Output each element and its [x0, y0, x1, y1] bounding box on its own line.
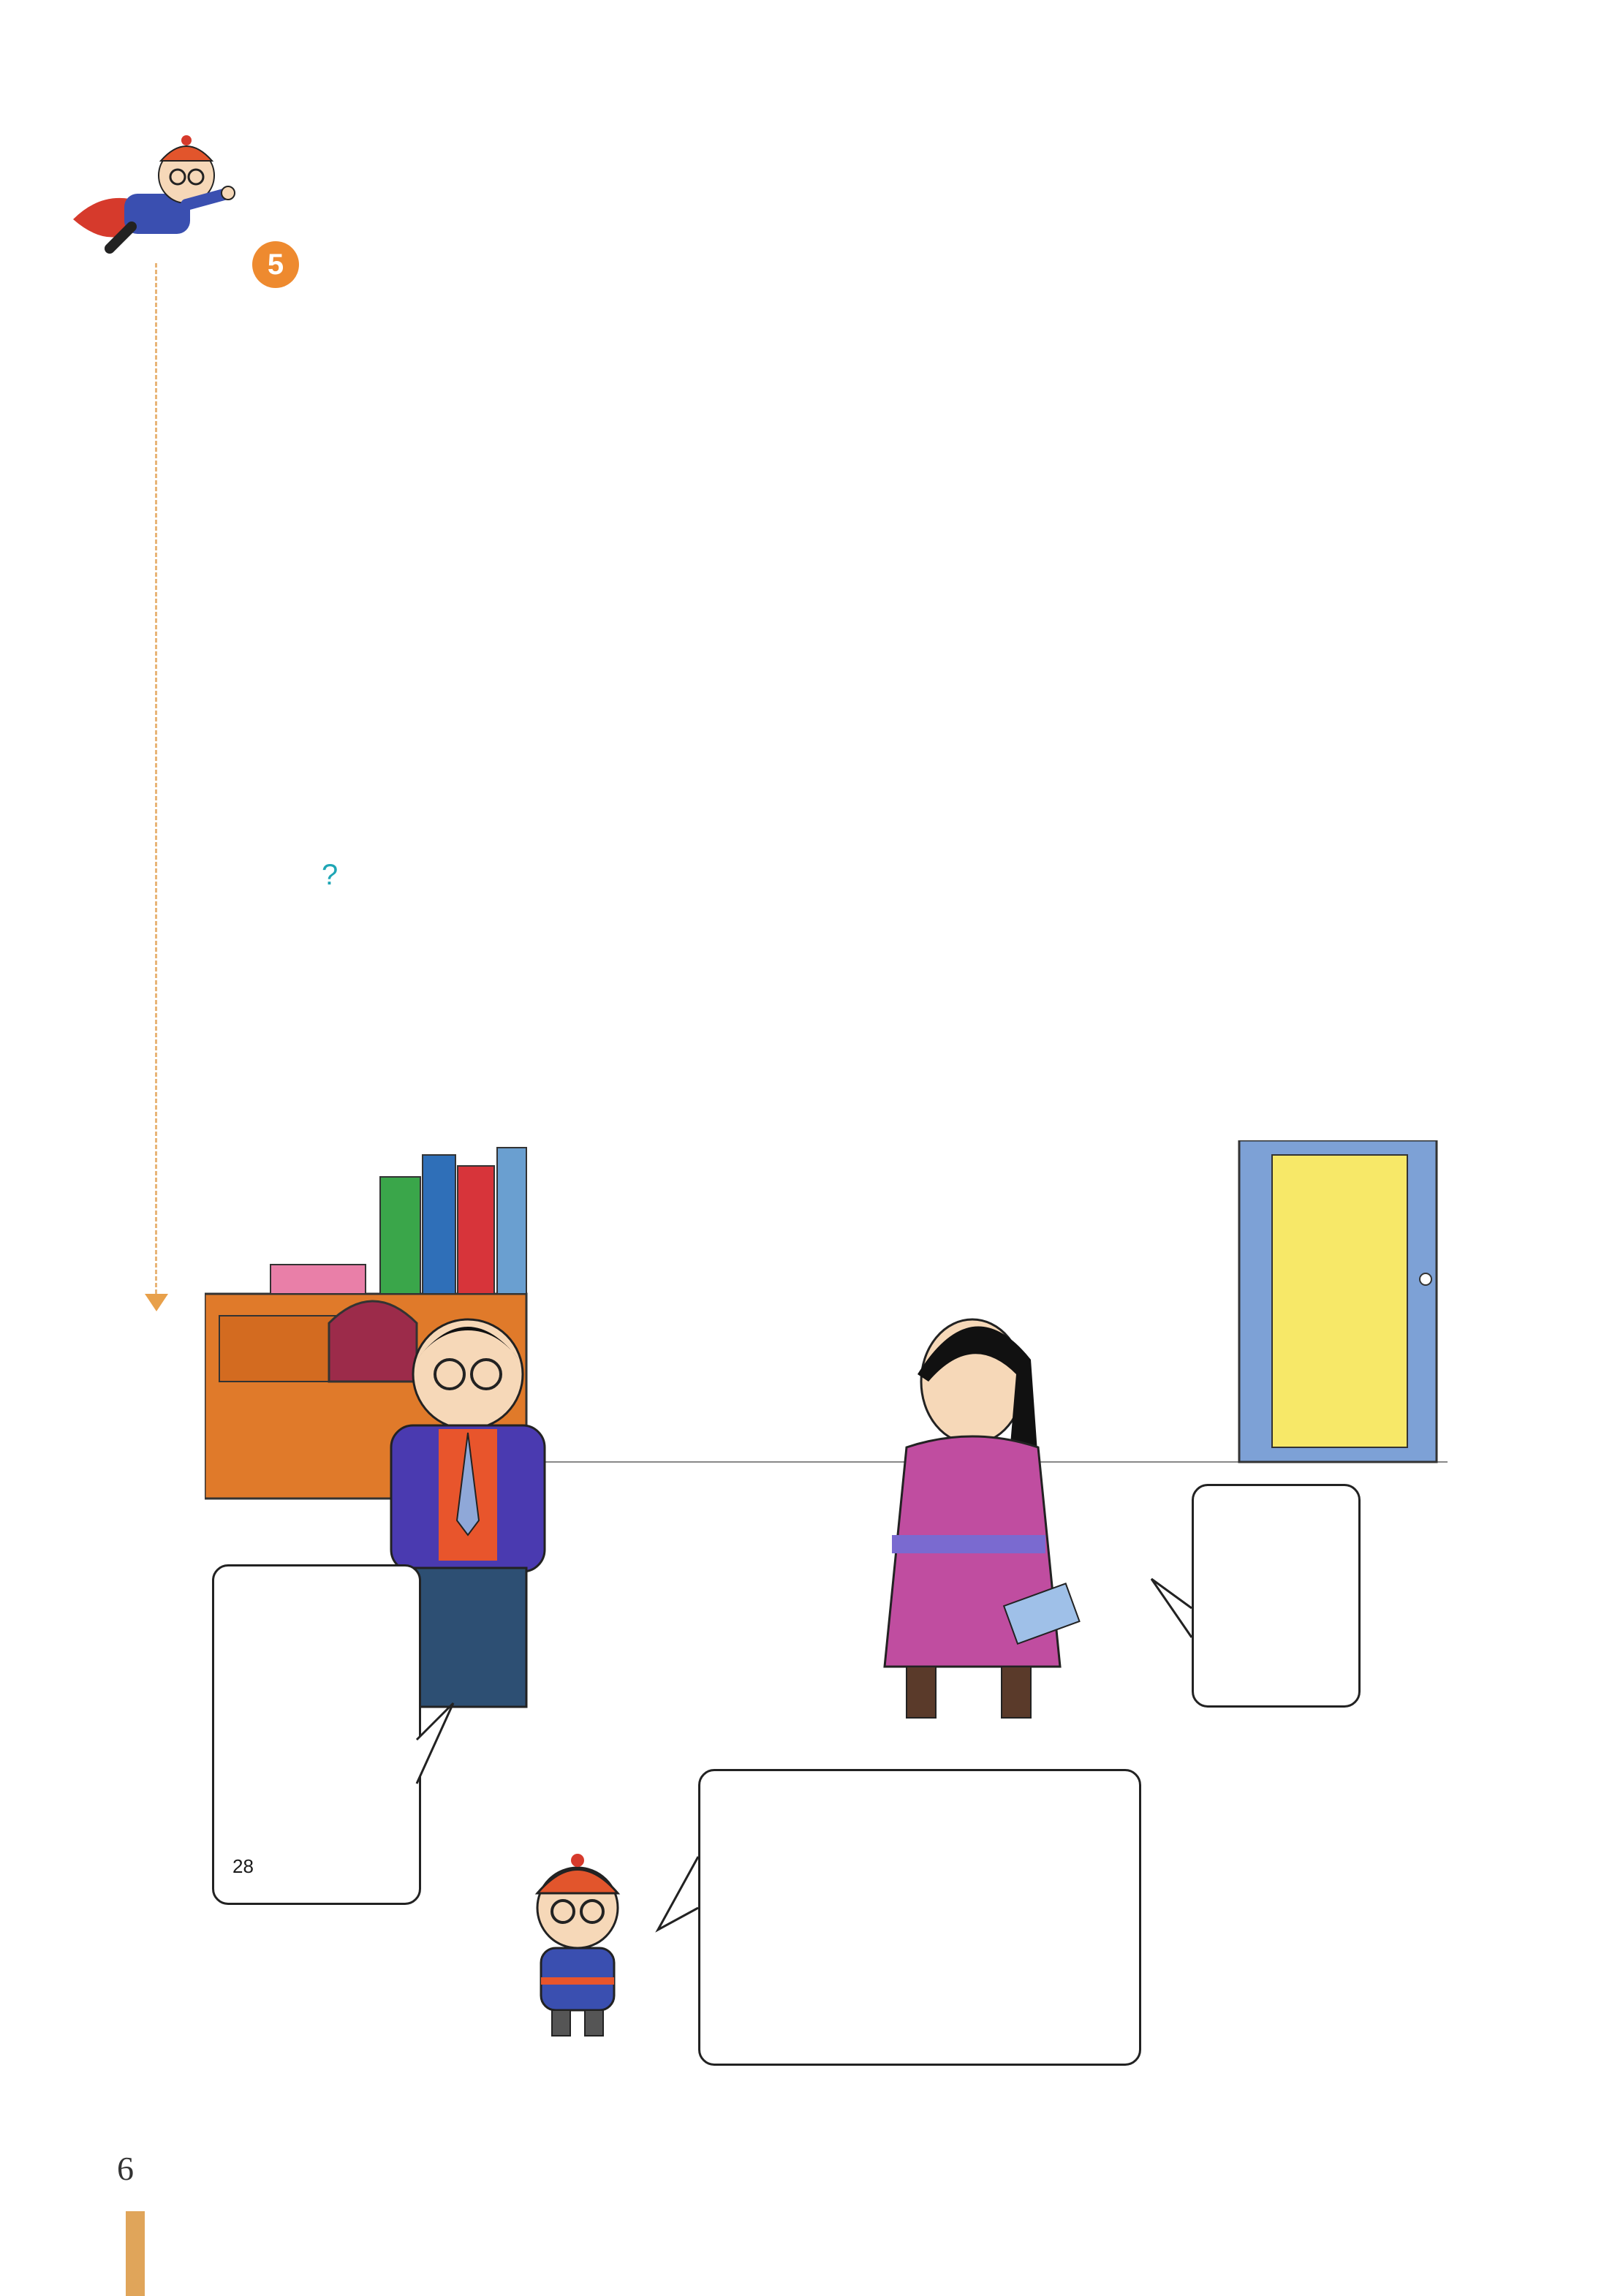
child-mascot-illustration [504, 1849, 651, 2039]
running-header [110, 263, 139, 1279]
speech-bubble-woman [1192, 1484, 1361, 1708]
section-number-badge: 5 [252, 241, 299, 288]
section-question-mark: ? [322, 859, 338, 891]
speech-bubble-text [1216, 1504, 1340, 1687]
speech-bubble-text [236, 1588, 397, 1881]
page-number: 6 [117, 2150, 134, 2187]
speech-bubble-child [698, 1769, 1141, 2066]
speech-bubble-man [212, 1564, 421, 1905]
flying-mascot-illustration [58, 124, 241, 263]
section-title [252, 307, 347, 921]
margin-arrow-icon [145, 1294, 168, 1311]
margin-dashed-line [155, 263, 157, 1294]
margin-color-bar [126, 2211, 145, 2296]
body-text [431, 238, 1221, 1086]
bubble-number: 28 [232, 1855, 254, 1877]
speech-bubble-text [726, 1793, 1113, 2042]
